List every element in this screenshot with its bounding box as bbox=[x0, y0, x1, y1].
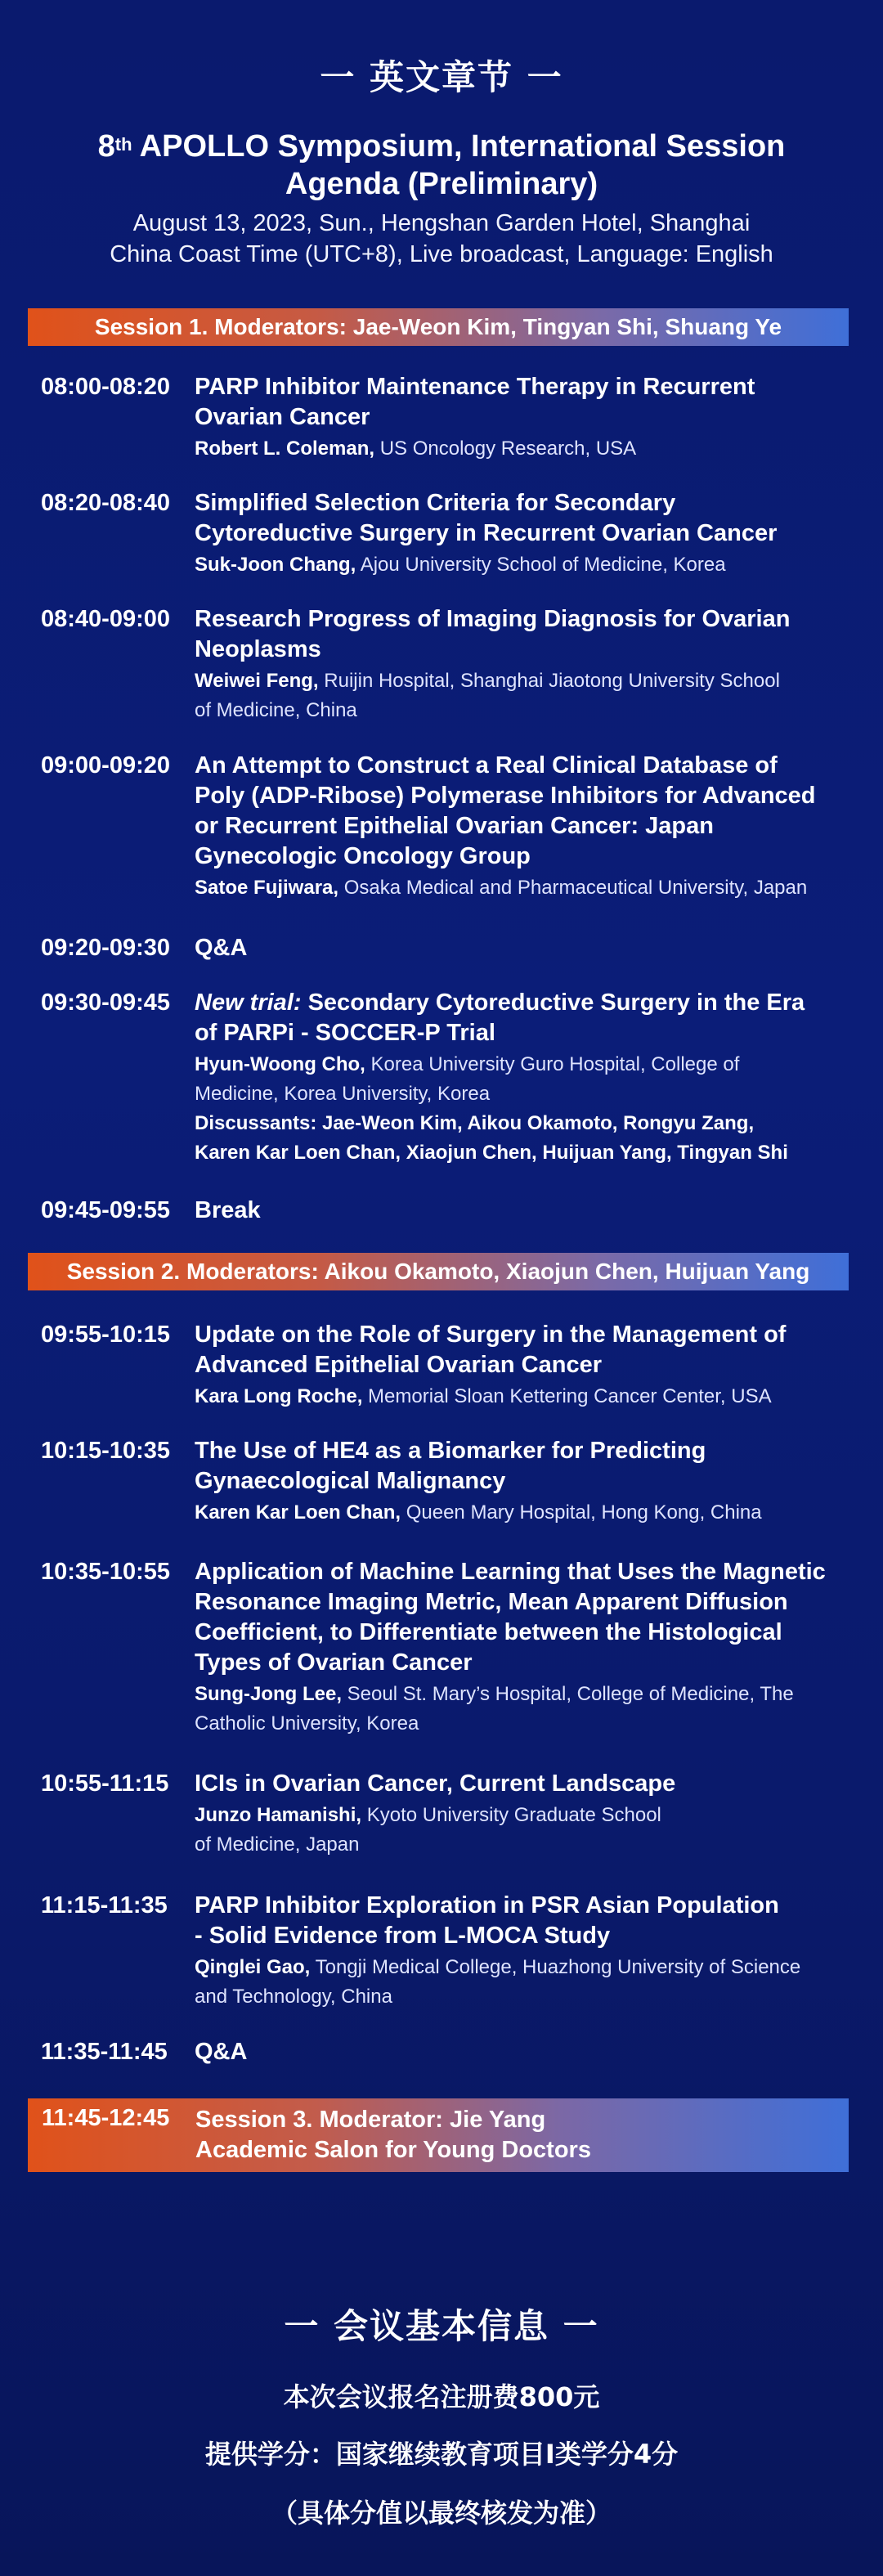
speaker-affiliation: Ajou University School of Medicine, Korea bbox=[356, 554, 726, 576]
speaker bbox=[195, 434, 858, 464]
credit-note: （具体分值以最终核发为准） bbox=[271, 2497, 612, 2529]
speaker-affiliation: Ruijin Hospital, Shanghai Jiaotong University School bbox=[318, 670, 780, 692]
agenda-body bbox=[195, 933, 858, 963]
speaker-affiliation: Tongji Medical College, Huazhong University of Science bbox=[310, 1956, 801, 1978]
title-ordinal: 8 bbox=[97, 129, 115, 164]
agenda-body bbox=[195, 1769, 858, 1860]
talk-title: PARP Inhibitor Maintenance Therapy in Recurrent Ovarian Cancer bbox=[195, 374, 755, 430]
session-3-moderator: Session 3. Moderator: Jie Yang bbox=[195, 2107, 546, 2133]
speaker-affiliation: Memorial Sloan Kettering Cancer Center, USA bbox=[362, 1385, 772, 1407]
speaker bbox=[195, 1498, 858, 1528]
session-3-bar bbox=[28, 2098, 849, 2172]
speaker-affiliation: Queen Mary Hospital, Hong Kong, China bbox=[401, 1501, 762, 1524]
discussants: Discussants: Jae-Weon Kim, Aikou Okamoto, Rongyu Zang, Karen Kar Loen Chan, Xiaojun Chen, Huijuan Yang, Tingyan Shi bbox=[195, 1112, 788, 1164]
speaker-name: Suk-Joon Chang, bbox=[195, 554, 356, 576]
speaker bbox=[195, 666, 858, 725]
agenda-time: 11:15-11:35 bbox=[41, 1892, 168, 1919]
speaker-affiliation: US Oncology Research, USA bbox=[374, 438, 637, 460]
speaker bbox=[195, 1953, 858, 2012]
speaker bbox=[195, 1680, 858, 1739]
agenda-time: 09:55-10:15 bbox=[41, 1322, 170, 1348]
speaker-name: Karen Kar Loen Chan, bbox=[195, 1501, 401, 1524]
speaker-affiliation-cont: of Medicine, Japan bbox=[195, 1833, 360, 1856]
new-trial-label: New trial: bbox=[195, 990, 302, 1016]
agenda-time: 09:45-09:55 bbox=[41, 1197, 170, 1223]
talk-title: Break bbox=[195, 1197, 261, 1223]
agenda-time: 11:35-11:45 bbox=[41, 2039, 168, 2065]
speaker-name: Robert L. Coleman, bbox=[195, 438, 375, 460]
agenda-body bbox=[195, 1436, 858, 1528]
agenda-body bbox=[195, 2037, 858, 2067]
agenda-time: 09:00-09:20 bbox=[41, 752, 170, 779]
talk-title: ICIs in Ovarian Cancer, Current Landscape bbox=[195, 1770, 676, 1797]
talk-title: New trial: Secondary Cytoreductive Surgery in the Era of PARPi - SOCCER-P Trial bbox=[195, 990, 805, 1046]
speaker bbox=[195, 1050, 858, 1109]
speaker-affiliation-cont: of Medicine, China bbox=[195, 699, 357, 721]
agenda-time: 08:40-09:00 bbox=[41, 606, 170, 632]
agenda-time: 09:20-09:30 bbox=[41, 935, 170, 961]
section-header-meeting-info: 一 会议基本信息 一 bbox=[284, 2306, 599, 2346]
talk-title: The Use of HE4 as a Biomarker for Predicting Gynaecological Malignancy bbox=[195, 1438, 706, 1494]
event-time-language: China Coast Time (UTC+8), Live broadcast, Language: English bbox=[110, 241, 773, 267]
talk-title: Q&A bbox=[195, 935, 248, 961]
credit-info: 提供学分：国家继续教育项目I类学分4分 bbox=[204, 2439, 679, 2470]
agenda-body bbox=[195, 751, 858, 903]
session-2-bar: Session 2. Moderators: Aikou Okamoto, Xiaojun Chen, Huijuan Yang bbox=[28, 1253, 849, 1290]
speaker-affiliation: Kyoto University Graduate School bbox=[361, 1804, 661, 1826]
speaker-name: Hyun-Woong Cho, bbox=[195, 1053, 365, 1075]
session-3-time: 11:45-12:45 bbox=[42, 2105, 170, 2131]
speaker bbox=[195, 873, 858, 903]
speaker bbox=[195, 1382, 858, 1411]
agenda-time: 10:55-11:15 bbox=[41, 1770, 169, 1797]
talk-title: An Attempt to Construct a Real Clinical Database of Poly (ADP-Ribose) Polymerase Inhibitors for Advanced or Recurrent Epithelial Ovarian Cancer: Japan Gynecologic Oncology Group bbox=[195, 752, 816, 869]
registration-fee: 本次会议报名注册费800元 bbox=[283, 2381, 600, 2412]
speaker-affiliation: Osaka Medical and Pharmaceutical University, Japan bbox=[338, 877, 808, 899]
talk-title: Update on the Role of Surgery in the Management of Advanced Epithelial Ovarian Cancer bbox=[195, 1322, 787, 1378]
agenda-time: 10:15-10:35 bbox=[41, 1438, 170, 1464]
speaker-name: Satoe Fujiwara, bbox=[195, 877, 339, 899]
agenda-body bbox=[195, 1320, 858, 1411]
speaker-affiliation-cont: Catholic University, Korea bbox=[195, 1712, 419, 1735]
agenda-body bbox=[195, 488, 858, 580]
page-title bbox=[0, 128, 883, 203]
session-1-bar: Session 1. Moderators: Jae-Weon Kim, Tingyan Shi, Shuang Ye bbox=[28, 308, 849, 346]
speaker-affiliation-cont: Medicine, Korea University, Korea bbox=[195, 1083, 491, 1105]
event-details bbox=[0, 208, 883, 270]
session-3-topic: Academic Salon for Young Doctors bbox=[195, 2137, 591, 2163]
agenda-time: 08:00-08:20 bbox=[41, 374, 170, 400]
agenda-time: 10:35-10:55 bbox=[41, 1559, 170, 1585]
talk-title: Research Progress of Imaging Diagnosis for Ovarian Neoplasms bbox=[195, 606, 791, 662]
speaker-name: Sung-Jong Lee, bbox=[195, 1683, 342, 1705]
speaker-name: Qinglei Gao, bbox=[195, 1956, 311, 1978]
speaker-name: Junzo Hamanishi, bbox=[195, 1804, 362, 1826]
speaker-name: Weiwei Feng, bbox=[195, 670, 319, 692]
title-line1: APOLLO Symposium, International Session bbox=[132, 129, 786, 164]
title-line2: Agenda (Preliminary) bbox=[285, 167, 598, 201]
talk-title: Application of Machine Learning that Uses the Magnetic Resonance Imaging Metric, Mean Apparent Diffusion Coefficient, to Differentiate between the Histological Types of Ovarian Cancer bbox=[195, 1559, 826, 1676]
speaker-name: Kara Long Roche, bbox=[195, 1385, 363, 1407]
talk-title: Simplified Selection Criteria for Secondary Cytoreductive Surgery in Recurrent Ovarian Cancer bbox=[195, 490, 778, 546]
speaker bbox=[195, 550, 858, 580]
talk-title: Q&A bbox=[195, 2039, 248, 2065]
speaker bbox=[195, 1801, 858, 1860]
agenda-time: 08:20-08:40 bbox=[41, 490, 170, 516]
agenda-body bbox=[195, 1196, 858, 1226]
speaker-affiliation-cont: and Technology, China bbox=[195, 1986, 392, 2008]
event-date-venue: August 13, 2023, Sun., Hengshan Garden Hotel, Shanghai bbox=[132, 210, 751, 236]
agenda-time: 09:30-09:45 bbox=[41, 990, 170, 1016]
title-superscript: th bbox=[114, 134, 132, 155]
agenda-body bbox=[195, 1557, 858, 1739]
section-header-english: 一 英文章节 一 bbox=[320, 57, 563, 97]
agenda-body bbox=[195, 1891, 858, 2012]
agenda-body bbox=[195, 604, 858, 725]
speaker-affiliation: Korea University Guro Hospital, College of bbox=[365, 1053, 740, 1075]
agenda-body bbox=[195, 988, 858, 1168]
agenda-body bbox=[195, 372, 858, 464]
speaker-affiliation: Seoul St. Mary’s Hospital, College of Medicine, The bbox=[342, 1683, 794, 1705]
talk-title: PARP Inhibitor Exploration in PSR Asian Population - Solid Evidence from L-MOCA Study bbox=[195, 1892, 779, 1949]
